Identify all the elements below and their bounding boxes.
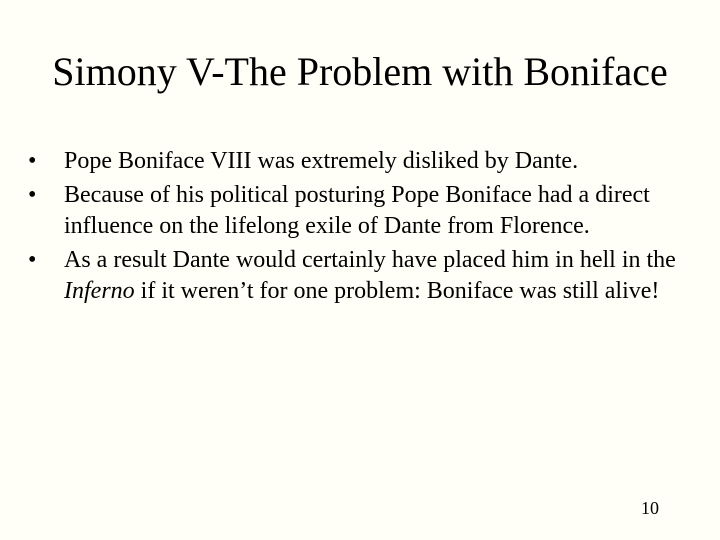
bullet-marker: •	[28, 148, 37, 174]
work-title-emphasis: Inferno	[64, 278, 135, 304]
bullet-marker: •	[28, 182, 37, 208]
bullet-text-before: As a result Dante would certainly have placed him in hell in the	[64, 247, 676, 273]
bullet-text	[64, 247, 676, 304]
bullet-text: Because of his political posturing Pope Boniface had a direct influence on the lifelong exile of Dante from Florence.	[64, 182, 650, 239]
bullet-text-after: if it weren’t for one problem: Boniface was still alive!	[134, 278, 660, 304]
bullet-item	[28, 146, 708, 177]
bullet-text: Pope Boniface VIII was extremely disliked by Dante.	[64, 148, 579, 174]
bullet-item	[28, 245, 708, 307]
bullet-list	[28, 146, 708, 310]
slide-title: Simony V-The Problem with Boniface	[52, 49, 668, 94]
bullet-item	[28, 180, 708, 242]
page-number: 10	[641, 498, 659, 518]
bullet-marker: •	[28, 247, 37, 273]
